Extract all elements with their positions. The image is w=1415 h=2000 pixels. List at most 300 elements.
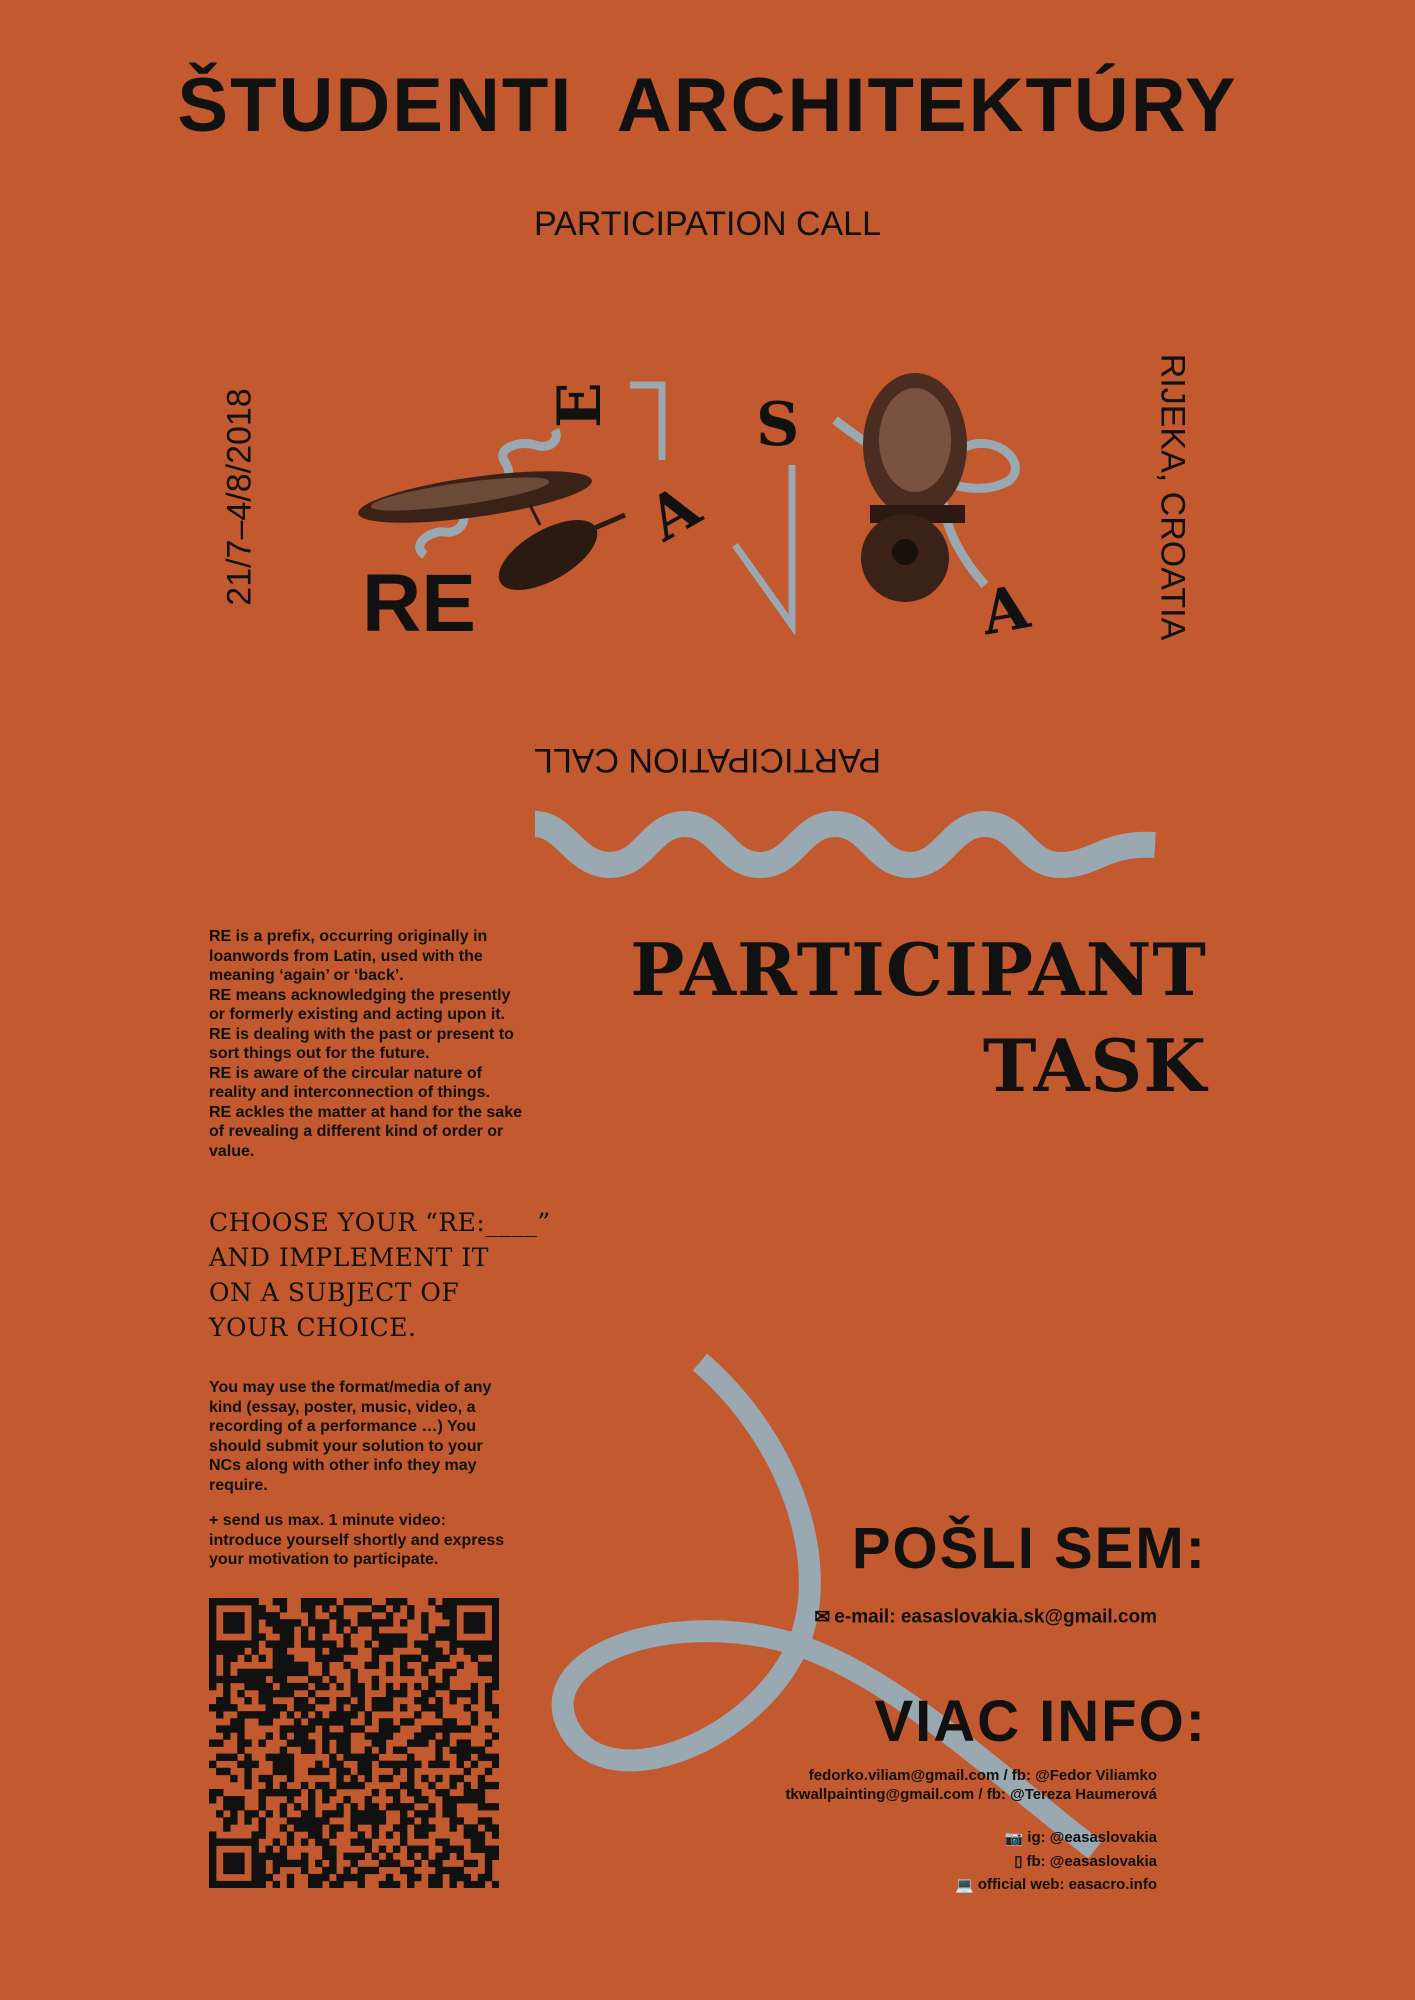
qr-module [287,1640,294,1647]
qr-module [308,1739,315,1746]
qr-module [386,1775,393,1782]
participation-call-label: PARTICIPATION CALL [533,205,881,243]
qr-module [280,1782,287,1789]
qr-module [322,1747,329,1754]
qr-module [223,1796,230,1803]
qr-module [442,1867,449,1874]
qr-module [287,1633,294,1640]
qr-module [414,1711,421,1718]
event-location: RIJEKA, CROATIA [1153,353,1192,641]
email-contact[interactable] [814,1606,1157,1629]
qr-module [308,1874,315,1881]
qr-module [315,1648,322,1655]
qr-module [315,1633,322,1640]
qr-module [273,1648,280,1655]
qr-module [294,1619,301,1626]
qr-module [216,1754,223,1761]
qr-module [379,1640,386,1647]
qr-module [379,1732,386,1739]
qr-module [259,1633,266,1640]
qr-module [280,1860,287,1867]
qr-module [251,1874,258,1881]
qr-module [294,1817,301,1824]
qr-module [251,1605,258,1612]
qr-module [421,1831,428,1838]
qr-module [393,1789,400,1796]
qr-module [266,1782,273,1789]
qr-module [471,1655,478,1662]
qr-module [492,1704,499,1711]
qr-module [259,1612,266,1619]
qr-module [259,1690,266,1697]
qr-module [280,1669,287,1676]
qr-module [407,1605,414,1612]
qr-module [273,1704,280,1711]
qr-module [393,1598,400,1605]
qr-module [492,1619,499,1626]
qr-module [273,1676,280,1683]
qr-module [209,1648,216,1655]
qr-module [294,1789,301,1796]
qr-module [209,1683,216,1690]
task-instruction-line: ON A SUBJECT OF [209,1278,460,1307]
qr-module [457,1817,464,1824]
qr-module [457,1640,464,1647]
qr-module [386,1874,393,1881]
qr-module [244,1754,251,1761]
info-heading: VIAC INFO: [874,1689,1207,1754]
qr-module [308,1619,315,1626]
contact-list [785,1766,1157,1804]
social-label: fb: @easaslovakia [1026,1852,1157,1870]
qr-module [237,1640,244,1647]
qr-module [358,1690,365,1697]
qr-module [428,1704,435,1711]
qr-module [421,1796,428,1803]
qr-module [322,1782,329,1789]
social-instagram[interactable] [955,1826,1157,1850]
qr-module [471,1846,478,1853]
qr-module [315,1655,322,1662]
qr-module [244,1768,251,1775]
qr-module [421,1626,428,1633]
qr-module [393,1881,400,1888]
qr-module [251,1683,258,1690]
qr-module [478,1817,485,1824]
qr-module [442,1838,449,1845]
qr-module [464,1860,471,1867]
qr-module [421,1732,428,1739]
qr-module [266,1718,273,1725]
email-label[interactable]: e-mail: easaslovakia.sk@gmail.com [834,1606,1157,1628]
qr-module [322,1718,329,1725]
qr-module [449,1867,456,1874]
qr-module [449,1718,456,1725]
qr-module [358,1874,365,1881]
qr-module [280,1626,287,1633]
qr-module [294,1697,301,1704]
qr-module [428,1874,435,1881]
qr-module [308,1725,315,1732]
qr-module [294,1725,301,1732]
qr-module [315,1874,322,1881]
qr-module [336,1605,343,1612]
qr-module [485,1824,492,1831]
qr-module [336,1874,343,1881]
qr-module [386,1619,393,1626]
qr-module [379,1775,386,1782]
qr-module [386,1633,393,1640]
event-dates: 21/7–4/8/2018 [220,388,259,606]
qr-module [223,1860,230,1867]
send-heading: POŠLI SEM: [851,1516,1207,1581]
qr-module [492,1761,499,1768]
qr-module [294,1704,301,1711]
qr-module [301,1669,308,1676]
qr-module [457,1867,464,1874]
qr-module [280,1761,287,1768]
qr-module [301,1640,308,1647]
qr-module [407,1803,414,1810]
qr-module [259,1711,266,1718]
qr-module [400,1803,407,1810]
qr-module [223,1853,230,1860]
qr-module [358,1867,365,1874]
qr-module [400,1598,407,1605]
qr-module [251,1612,258,1619]
qr-module [223,1768,230,1775]
qr-module [372,1619,379,1626]
qr-module [442,1676,449,1683]
qr-module [244,1817,251,1824]
qr-module [322,1605,329,1612]
qr-module [244,1676,251,1683]
qr-module [322,1796,329,1803]
qr-module [280,1662,287,1669]
qr-module [329,1655,336,1662]
qr-module [428,1655,435,1662]
qr-module [442,1605,449,1612]
logo-re: RE [362,558,476,649]
qr-module [464,1598,471,1605]
qr-module [237,1732,244,1739]
qr-module [350,1669,357,1676]
qr-module [478,1775,485,1782]
qr-module [393,1725,400,1732]
qr-module [471,1598,478,1605]
qr-module [386,1598,393,1605]
qr-module [280,1732,287,1739]
qr-module [414,1683,421,1690]
qr-module [372,1810,379,1817]
qr-module [464,1789,471,1796]
qr-module [223,1612,230,1619]
qr-module [209,1598,216,1605]
qr-module [251,1881,258,1888]
qr-module [421,1619,428,1626]
qr-module [435,1853,442,1860]
qr-module [209,1669,216,1676]
qr-module [308,1598,315,1605]
logo-line-1 [630,385,662,460]
qr-module [442,1633,449,1640]
qr-module [379,1817,386,1824]
qr-module [428,1676,435,1683]
qr-module [449,1725,456,1732]
qr-module [457,1796,464,1803]
qr-module [492,1598,499,1605]
qr-module [329,1846,336,1853]
qr-module [308,1640,315,1647]
qr-module [428,1782,435,1789]
qr-module [237,1761,244,1768]
qr-module [308,1612,315,1619]
qr-module [428,1881,435,1888]
qr-module [442,1796,449,1803]
qr-module [336,1810,343,1817]
qr-module [301,1683,308,1690]
qr-module [251,1648,258,1655]
logo-letter-a1: A [636,471,712,556]
qr-module [435,1648,442,1655]
qr-module [230,1810,237,1817]
qr-module [266,1640,273,1647]
qr-module [407,1739,414,1746]
qr-module [365,1775,372,1782]
qr-module [259,1803,266,1810]
qr-module [223,1683,230,1690]
qr-module [350,1775,357,1782]
qr-module [209,1874,216,1881]
qr-module [315,1860,322,1867]
qr-module [322,1683,329,1690]
qr-module [209,1796,216,1803]
qr-module [428,1683,435,1690]
qr-module [400,1867,407,1874]
qr-module [478,1838,485,1845]
qr-module [358,1810,365,1817]
qr-module [407,1853,414,1860]
qr-module [223,1867,230,1874]
qr-module [301,1662,308,1669]
contact-item[interactable]: fedorko.viliam@gmail.com / fb: @Fedor Viliamko [808,1767,1157,1784]
qr-module [266,1853,273,1860]
qr-module [485,1697,492,1704]
qr-module [336,1655,343,1662]
qr-module [400,1662,407,1669]
qr-module [386,1690,393,1697]
qr-module [464,1612,471,1619]
qr-module [287,1662,294,1669]
qr-module [343,1874,350,1881]
intro-line: RE is dealing with the past or present to sort things out for the future. [209,1025,514,1062]
task-heading-line: PARTICIPANT [630,927,1207,1012]
contact-item[interactable]: tkwallpainting@gmail.com / fb: @Tereza Haumerová [785,1786,1157,1803]
qr-module [244,1881,251,1888]
qr-module [230,1775,237,1782]
qr-module [386,1732,393,1739]
qr-module [237,1739,244,1746]
qr-module [407,1612,414,1619]
qr-module [251,1619,258,1626]
qr-module [421,1648,428,1655]
qr-code[interactable] [209,1598,499,1888]
qr-module [322,1725,329,1732]
qr-module [358,1831,365,1838]
qr-module [485,1669,492,1676]
qr-module [294,1739,301,1746]
qr-module [358,1598,365,1605]
qr-module [266,1754,273,1761]
qr-module [336,1683,343,1690]
qr-module [216,1881,223,1888]
qr-module [386,1725,393,1732]
qr-module [464,1782,471,1789]
qr-module [329,1648,336,1655]
qr-module [273,1768,280,1775]
qr-module [414,1789,421,1796]
qr-module [400,1824,407,1831]
qr-module [449,1881,456,1888]
qr-module [478,1598,485,1605]
qr-module [322,1867,329,1874]
qr-module [287,1754,294,1761]
qr-module [343,1782,350,1789]
qr-module [259,1718,266,1725]
qr-module [230,1725,237,1732]
qr-module [336,1782,343,1789]
qr-module [287,1619,294,1626]
qr-module [464,1626,471,1633]
qr-module [244,1761,251,1768]
laptop-icon: 💻 [955,1876,974,1894]
qr-module [407,1881,414,1888]
qr-module [343,1640,350,1647]
qr-module [329,1711,336,1718]
qr-module [336,1732,343,1739]
qr-module [343,1711,350,1718]
qr-module [273,1853,280,1860]
qr-module [478,1831,485,1838]
social-label: ig: @easaslovakia [1027,1829,1157,1846]
qr-module [280,1648,287,1655]
qr-module [379,1881,386,1888]
qr-module [308,1803,315,1810]
qr-module [223,1803,230,1810]
qr-module [492,1662,499,1669]
qr-module [237,1725,244,1732]
qr-module [209,1860,216,1867]
qr-module [400,1669,407,1676]
bird-image [488,505,625,604]
qr-module [414,1761,421,1768]
qr-module [301,1860,308,1867]
qr-module [379,1846,386,1853]
qr-module [400,1655,407,1662]
qr-module [230,1598,237,1605]
qr-module [492,1633,499,1640]
qr-module [329,1640,336,1647]
qr-module [400,1619,407,1626]
intro-line: RE means acknowledging the presently or formerly existing and acting upon it. [209,986,511,1023]
qr-module [350,1598,357,1605]
qr-module [322,1669,329,1676]
qr-module [471,1626,478,1633]
qr-module [280,1704,287,1711]
qr-module [386,1789,393,1796]
qr-module [442,1725,449,1732]
qr-module [471,1612,478,1619]
qr-module [266,1775,273,1782]
qr-module [358,1768,365,1775]
qr-module [259,1796,266,1803]
qr-module [421,1739,428,1746]
qr-module [414,1846,421,1853]
qr-module [259,1831,266,1838]
qr-module [350,1676,357,1683]
social-web[interactable] [955,1873,1157,1897]
qr-module [464,1619,471,1626]
task-instruction-line: YOUR CHOICE. [209,1313,417,1342]
qr-module [464,1831,471,1838]
qr-module [259,1853,266,1860]
qr-module [209,1867,216,1874]
qr-module [209,1626,216,1633]
qr-module [478,1754,485,1761]
qr-module [280,1655,287,1662]
qr-module [372,1648,379,1655]
qr-module [308,1747,315,1754]
qr-module [492,1648,499,1655]
qr-module [386,1881,393,1888]
qr-module [365,1838,372,1845]
qr-module [358,1683,365,1690]
qr-module [386,1831,393,1838]
social-facebook[interactable] [955,1850,1157,1874]
qr-module [414,1860,421,1867]
qr-module [230,1817,237,1824]
qr-module [315,1718,322,1725]
qr-module [449,1619,456,1626]
qr-module [471,1640,478,1647]
qr-module [449,1697,456,1704]
qr-module [223,1817,230,1824]
qr-module [273,1789,280,1796]
qr-module [216,1640,223,1647]
qr-module [223,1655,230,1662]
qr-module [280,1853,287,1860]
qr-module [485,1739,492,1746]
qr-module [237,1718,244,1725]
qr-module [315,1711,322,1718]
qr-module [449,1605,456,1612]
qr-module [457,1598,464,1605]
qr-module [336,1711,343,1718]
social-links [955,1826,1157,1897]
qr-module [386,1612,393,1619]
mail-icon: ✉ [814,1607,831,1628]
qr-module [400,1704,407,1711]
qr-module [407,1669,414,1676]
qr-module [216,1697,223,1704]
qr-module [266,1874,273,1881]
qr-module [259,1683,266,1690]
qr-module [471,1761,478,1768]
qr-module [386,1718,393,1725]
qr-module [400,1761,407,1768]
qr-module [379,1718,386,1725]
qr-module [301,1605,308,1612]
